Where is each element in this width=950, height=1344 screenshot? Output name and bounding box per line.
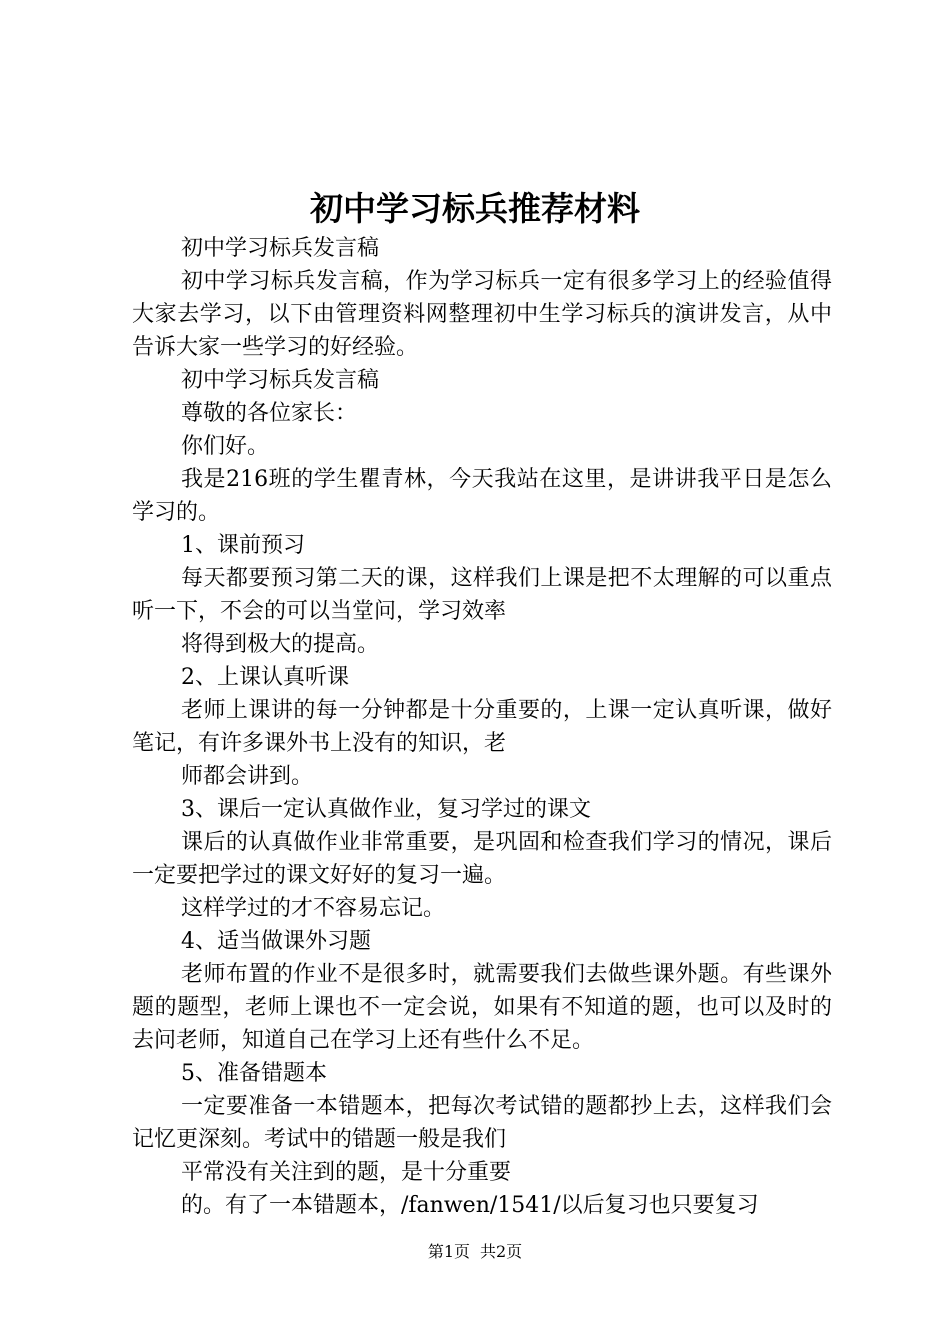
paragraph: 初中学习标兵发言稿，作为学习标兵一定有很多学习上的经验值得大家去学习，以下由管理资料网整理初中生学习标兵的演讲发言，从中告诉大家一些学习的好经验。 — [132, 269, 832, 360]
paragraph: 老师布置的作业不是很多时，就需要我们去做些课外题。有些课外题的题型，老师上课也不一定会说，如果有不知道的题，也可以及时的去问老师，知道自己在学习上还有些什么不足。 — [132, 962, 832, 1053]
section-heading: 3、课后一定认真做作业，复习学过的课文 — [181, 797, 591, 822]
section-heading: 4、适当做课外习题 — [181, 929, 371, 954]
document-title: 初中学习标兵推荐材料 — [310, 189, 640, 228]
page-total: 共2页 — [480, 1242, 523, 1261]
page-footer — [0, 1241, 950, 1263]
paragraph: 我是216班的学生瞿青林，今天我站在这里，是讲讲我平日是怎么学习的。 — [132, 467, 832, 525]
paragraph: 初中学习标兵发言稿 — [181, 236, 380, 261]
paragraph: 师都会讲到。 — [181, 764, 314, 789]
paragraph: 的。有了一本错题本，/fanwen/1541/以后复习也只要复习 — [181, 1193, 759, 1218]
paragraph: 你们好。 — [181, 434, 270, 459]
document-body — [132, 232, 832, 1222]
page-number: 第1页 — [427, 1242, 470, 1261]
paragraph: 一定要准备一本错题本，把每次考试错的题都抄上去，这样我们会记忆更深刻。考试中的错题一般是我们 — [132, 1094, 832, 1152]
paragraph: 每天都要预习第二天的课，这样我们上课是把不太理解的可以重点听一下，不会的可以当堂问，学习效率 — [132, 566, 832, 624]
section-heading: 2、上课认真听课 — [181, 665, 349, 690]
paragraph: 平常没有关注到的题，是十分重要 — [181, 1160, 512, 1185]
paragraph: 这样学过的才不容易忘记。 — [181, 896, 446, 921]
paragraph: 尊敬的各位家长： — [181, 401, 358, 426]
paragraph: 老师上课讲的每一分钟都是十分重要的，上课一定认真听课，做好笔记，有许多课外书上没有的知识，老 — [132, 698, 832, 756]
section-heading: 5、准备错题本 — [181, 1061, 327, 1086]
paragraph: 课后的认真做作业非常重要，是巩固和检查我们学习的情况，课后一定要把学过的课文好好的复习一遍。 — [132, 830, 832, 888]
paragraph: 将得到极大的提高。 — [181, 632, 380, 657]
paragraph: 初中学习标兵发言稿 — [181, 368, 380, 393]
section-heading: 1、课前预习 — [181, 533, 305, 558]
